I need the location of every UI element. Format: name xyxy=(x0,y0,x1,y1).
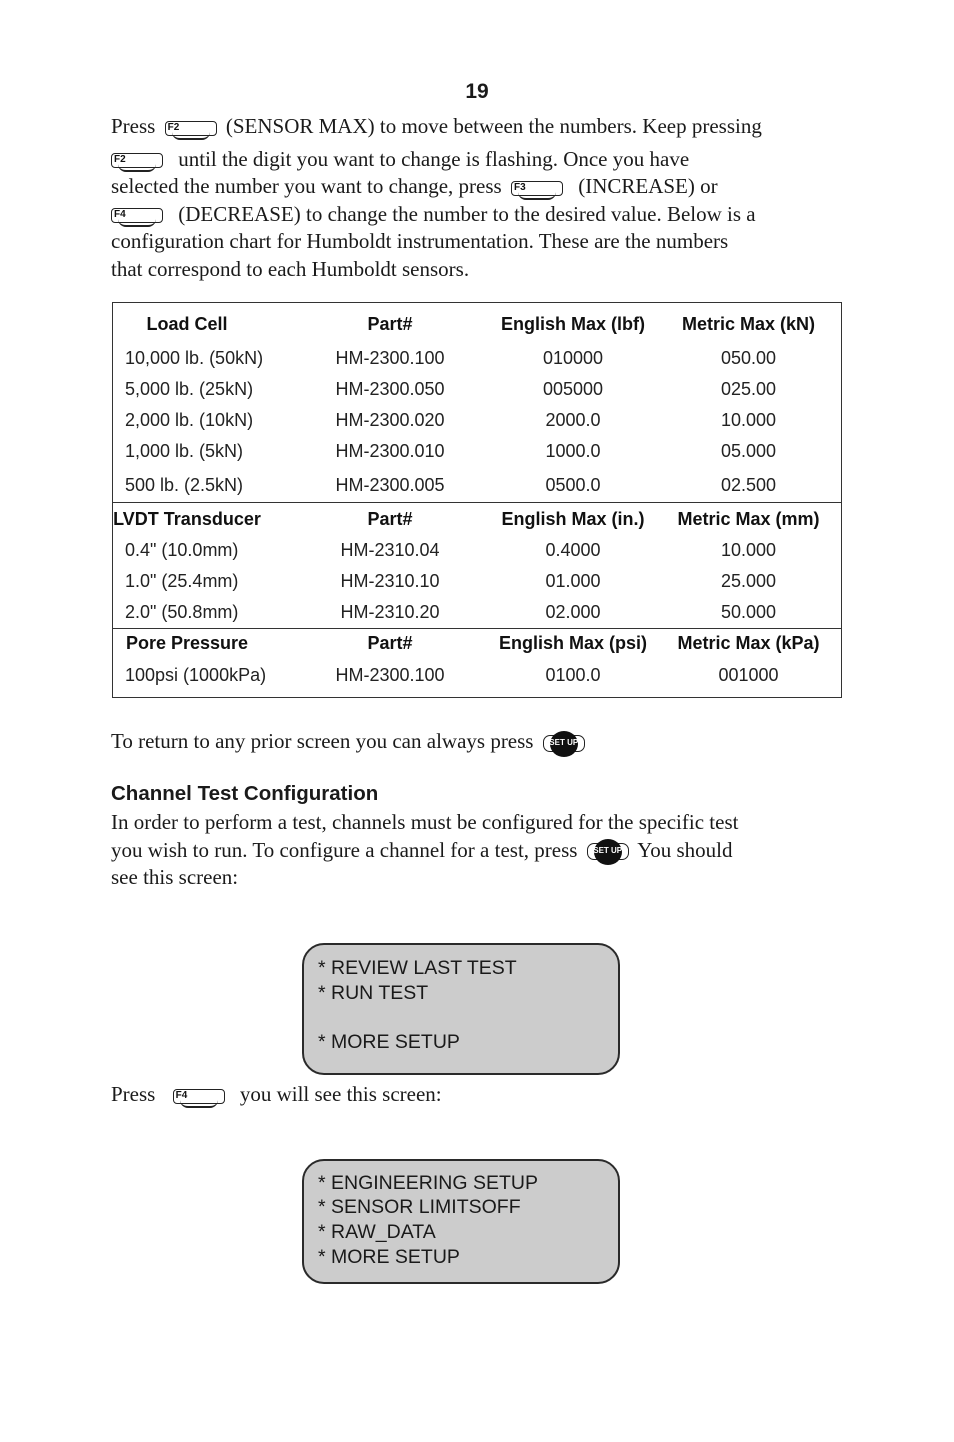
lcd-line: * ENGINEERING SETUP xyxy=(318,1172,538,1194)
table-header-row: LVDT Transducer Part# English Max (in.) Metric Max (mm) xyxy=(113,509,820,529)
sensor-config-table xyxy=(112,302,842,698)
section-body: In order to perform a test, channels must be configured for the specific test you wish to run. To configure a channel for a test, press SET UP You should see this screen: xyxy=(111,809,841,892)
f3-key-icon: F3 xyxy=(511,181,563,196)
lcd-line: * RUN TEST xyxy=(318,982,429,1004)
intro-line-3: selected the number you want to change, press F3 (INCREASE) or xyxy=(111,174,718,198)
table-row: 100psi (1000kPa) HM-2300.100 0100.0 001000 xyxy=(125,665,779,685)
table-row: 10,000 lb. (50kN) HM-2300.100 010000 050.00 xyxy=(125,348,777,368)
setup-key-icon: SET UP xyxy=(543,735,585,752)
table-header-row: Pore Pressure Part# English Max (psi) Metric Max (kPa) xyxy=(125,633,820,653)
return-instruction: To return to any prior screen you can always press SET UP xyxy=(111,728,841,756)
intro-line-2: F2 until the digit you want to change is flashing. Once you have xyxy=(111,146,841,174)
lcd-line: * MORE SETUP xyxy=(318,1031,460,1053)
lcd-line: * SENSOR LIMITSOFF xyxy=(318,1196,521,1218)
table-row: 0.4" (10.0mm) HM-2310.04 0.4000 10.000 xyxy=(125,540,777,560)
f4-key-icon: F4 xyxy=(173,1089,225,1104)
section-heading: Channel Test Configuration xyxy=(111,782,379,805)
load-cell-section xyxy=(113,303,841,502)
table-row: 2,000 lb. (10kN) HM-2300.020 2000.0 10.000 xyxy=(125,410,777,430)
intro-line-6: that correspond to each Humboldt sensors. xyxy=(111,256,470,281)
f2-key-icon: F2 xyxy=(165,121,217,136)
lvdt-section xyxy=(113,502,841,628)
press-f4-instruction: Press F4 you will see this screen: xyxy=(111,1082,442,1106)
intro-paragraph xyxy=(111,113,841,283)
intro-line-1: Press F2 (SENSOR MAX) to move between the numbers. Keep pressing xyxy=(111,114,762,138)
intro-line-4: F4 (DECREASE) to change the number to the desired value. Below is a xyxy=(111,201,841,229)
table-row: 500 lb. (2.5kN) HM-2300.005 0500.0 02.500 xyxy=(125,475,777,495)
f4-key-icon: F4 xyxy=(111,208,163,223)
lcd-line: * MORE SETUP xyxy=(318,1246,460,1268)
table-row: 2.0" (50.8mm) HM-2310.20 02.000 50.000 xyxy=(125,602,777,622)
table-row: 1.0" (25.4mm) HM-2310.10 01.000 25.000 xyxy=(125,571,777,591)
section-body-line-2: you wish to run. To configure a channel for a test, press SET UP You should xyxy=(111,837,841,865)
pore-pressure-section xyxy=(113,628,841,698)
intro-line-5: configuration chart for Humboldt instrumentation. These are the numbers xyxy=(111,229,729,253)
setup-key-icon: SET UP xyxy=(587,843,629,860)
table-row: 1,000 lb. (5kN) HM-2300.010 1000.0 05.000 xyxy=(125,441,777,461)
page-number: 19 xyxy=(465,80,489,103)
lcd-screen-main-menu xyxy=(302,943,620,1075)
lcd-screen-more-setup xyxy=(302,1159,620,1284)
table-header-row: Load Cell Part# English Max (lbf) Metric Max (kN) xyxy=(146,314,816,334)
lcd-line: * RAW_DATA xyxy=(318,1221,436,1243)
f2-key-icon: F2 xyxy=(111,153,163,168)
table-row: 5,000 lb. (25kN) HM-2300.050 005000 025.00 xyxy=(125,379,777,399)
lcd-line: * REVIEW LAST TEST xyxy=(318,957,517,979)
